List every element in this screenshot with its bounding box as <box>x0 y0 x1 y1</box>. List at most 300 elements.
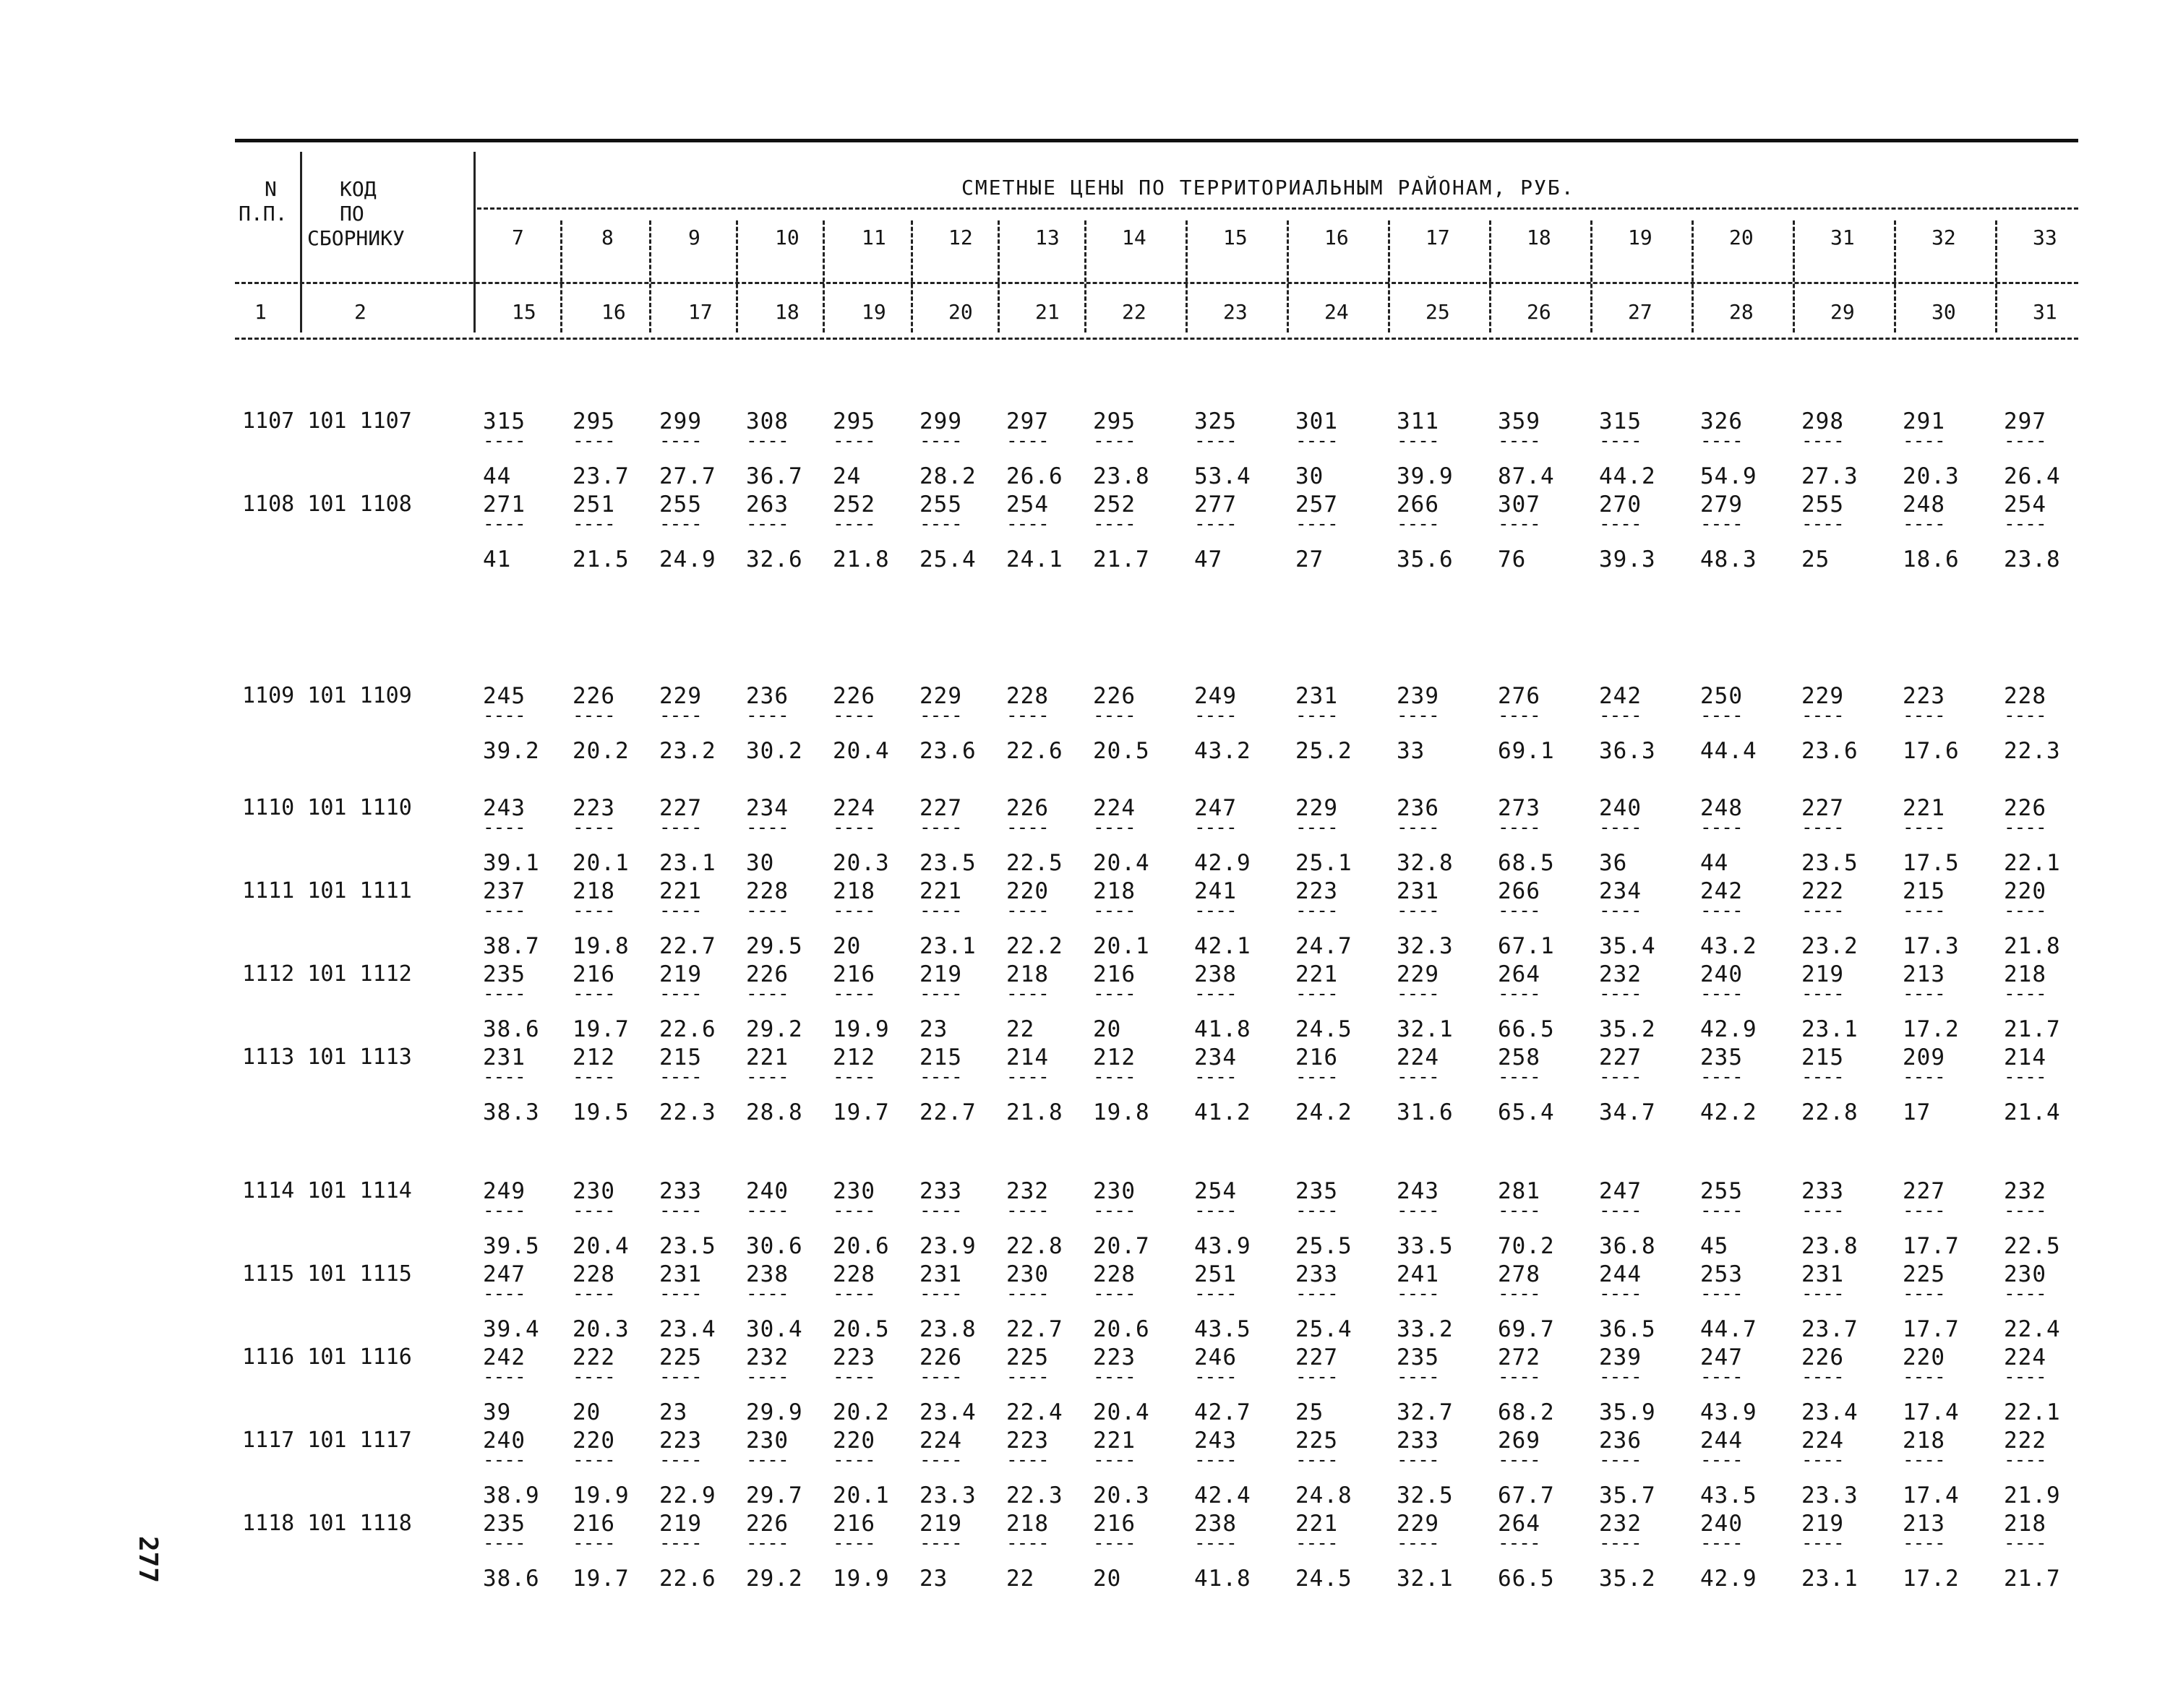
price-total: 228 <box>1006 683 1049 709</box>
price-wage: 22.7 <box>659 933 716 959</box>
price-wage: 23 <box>919 1566 948 1592</box>
region-header-15: 15 <box>1223 226 1248 249</box>
header-bottom-rule <box>235 338 2078 340</box>
price-total: 235 <box>483 1511 526 1537</box>
price-total: 230 <box>746 1428 789 1454</box>
price-total: 326 <box>1700 408 1743 434</box>
price-wage: 20.3 <box>1093 1482 1150 1509</box>
price-wage: 22.6 <box>659 1566 716 1592</box>
price-wage: 19.8 <box>1093 1099 1150 1125</box>
region-header-31: 31 <box>1830 226 1855 249</box>
price-wage: 35.2 <box>1599 1016 1656 1042</box>
price-total: 219 <box>659 961 702 987</box>
fraction-bar: ---- <box>1801 1366 1844 1388</box>
fraction-bar: ---- <box>1801 1449 1844 1471</box>
fraction-bar: ---- <box>1194 1283 1237 1305</box>
price-total: 255 <box>1801 492 1844 518</box>
fraction-bar: ---- <box>2004 1449 2046 1471</box>
price-wage: 24 <box>833 463 862 489</box>
fraction-bar: ---- <box>1295 1066 1338 1088</box>
price-wage: 30 <box>746 850 775 876</box>
fraction-bar: ---- <box>833 1200 875 1222</box>
price-wage: 38.9 <box>483 1482 540 1509</box>
price-total: 230 <box>1006 1261 1049 1287</box>
price-wage: 20.7 <box>1093 1233 1150 1259</box>
price-wage: 44.7 <box>1700 1316 1757 1342</box>
price-wage: 17.6 <box>1903 738 1960 764</box>
fraction-bar: ---- <box>1700 513 1743 535</box>
price-wage: 23.5 <box>659 1233 716 1259</box>
price-total: 229 <box>659 683 702 709</box>
price-wage: 20.3 <box>833 850 890 876</box>
fraction-bar: ---- <box>573 817 615 838</box>
price-wage: 25.4 <box>1295 1316 1352 1342</box>
price-total: 247 <box>1599 1178 1642 1204</box>
region-header-10: 10 <box>775 226 799 249</box>
price-wage: 20.1 <box>1093 933 1150 959</box>
price-wage: 25 <box>1295 1399 1324 1425</box>
price-total: 222 <box>2004 1428 2046 1454</box>
fraction-bar: ---- <box>1801 900 1844 922</box>
price-wage: 53.4 <box>1194 463 1251 489</box>
price-wage: 27.7 <box>659 463 716 489</box>
header-top-rule <box>235 139 2078 142</box>
price-wage: 28.8 <box>746 1099 803 1125</box>
price-wage: 68.2 <box>1498 1399 1555 1425</box>
price-total: 276 <box>1498 683 1540 709</box>
region-index-16: 16 <box>601 300 626 324</box>
fraction-bar: ---- <box>483 1449 526 1471</box>
price-wage: 23.8 <box>1801 1233 1858 1259</box>
price-wage: 65.4 <box>1498 1099 1555 1125</box>
price-total: 239 <box>1599 1344 1642 1370</box>
fraction-bar: ---- <box>483 900 526 922</box>
region-header-18: 18 <box>1527 226 1551 249</box>
price-total: 241 <box>1397 1261 1439 1287</box>
region-header-13: 13 <box>1035 226 1060 249</box>
fraction-bar: ---- <box>1194 1366 1237 1388</box>
fraction-bar: ---- <box>1599 1066 1642 1088</box>
fraction-bar: ---- <box>573 513 615 535</box>
fraction-bar: ---- <box>573 1066 615 1088</box>
price-total: 231 <box>483 1044 526 1070</box>
fraction-bar: ---- <box>1498 900 1540 922</box>
price-wage: 23.4 <box>659 1316 716 1342</box>
fraction-bar: ---- <box>1903 817 1945 838</box>
fraction-bar: ---- <box>919 900 962 922</box>
fraction-bar: ---- <box>1801 1200 1844 1222</box>
price-total: 242 <box>1700 878 1743 904</box>
price-total: 247 <box>483 1261 526 1287</box>
price-total: 221 <box>919 878 962 904</box>
fraction-bar: ---- <box>919 817 962 838</box>
price-total: 295 <box>573 408 615 434</box>
price-wage: 42.9 <box>1700 1566 1757 1592</box>
price-wage: 21.5 <box>573 546 630 572</box>
fraction-bar: ---- <box>1006 513 1049 535</box>
fraction-bar: ---- <box>1006 1200 1049 1222</box>
fraction-bar: ---- <box>919 983 962 1005</box>
region-col-divider <box>1894 220 1896 332</box>
fraction-bar: ---- <box>1599 900 1642 922</box>
price-total: 258 <box>1498 1044 1540 1070</box>
price-total: 233 <box>919 1178 962 1204</box>
region-col-divider <box>736 220 738 332</box>
price-total: 228 <box>573 1261 615 1287</box>
fraction-bar: ---- <box>1295 983 1338 1005</box>
price-wage: 33.2 <box>1397 1316 1454 1342</box>
price-total: 240 <box>1700 1511 1743 1537</box>
region-col-divider <box>1995 220 1997 332</box>
fraction-bar: ---- <box>659 1449 702 1471</box>
price-wage: 21.7 <box>1093 546 1150 572</box>
price-wage: 36.3 <box>1599 738 1656 764</box>
group-title: СМЕТНЫЕ ЦЕНЫ ПО ТЕРРИТОРИАЛЬНЫМ РАЙОНАМ, РУБ. <box>961 176 1575 199</box>
price-wage: 41.8 <box>1194 1016 1251 1042</box>
price-total: 225 <box>1903 1261 1945 1287</box>
price-total: 250 <box>1700 683 1743 709</box>
price-wage: 39.9 <box>1397 463 1454 489</box>
price-wage: 21.8 <box>1006 1099 1063 1125</box>
price-wage: 41.2 <box>1194 1099 1251 1125</box>
fraction-bar: ---- <box>746 513 789 535</box>
fraction-bar: ---- <box>1599 430 1642 452</box>
price-total: 278 <box>1498 1261 1540 1287</box>
fraction-bar: ---- <box>1093 983 1136 1005</box>
price-total: 218 <box>1006 961 1049 987</box>
price-total: 223 <box>1093 1344 1136 1370</box>
fraction-bar: ---- <box>1498 1449 1540 1471</box>
price-total: 249 <box>1194 683 1237 709</box>
fraction-bar: ---- <box>1700 430 1743 452</box>
price-wage: 22.3 <box>2004 738 2061 764</box>
price-total: 264 <box>1498 1511 1540 1537</box>
price-total: 227 <box>1295 1344 1338 1370</box>
price-total: 221 <box>1093 1428 1136 1454</box>
price-total: 236 <box>1599 1428 1642 1454</box>
price-total: 240 <box>483 1428 526 1454</box>
fraction-bar: ---- <box>1599 1449 1642 1471</box>
price-wage: 36 <box>1599 850 1628 876</box>
price-wage: 26.6 <box>1006 463 1063 489</box>
price-total: 269 <box>1498 1428 1540 1454</box>
price-total: 266 <box>1397 492 1439 518</box>
price-wage: 32.6 <box>746 546 803 572</box>
fraction-bar: ---- <box>1599 1200 1642 1222</box>
fraction-bar: ---- <box>483 430 526 452</box>
price-wage: 20.6 <box>833 1233 890 1259</box>
price-total: 251 <box>573 492 615 518</box>
price-total: 229 <box>919 683 962 709</box>
fraction-bar: ---- <box>483 705 526 726</box>
price-total: 226 <box>1801 1344 1844 1370</box>
price-wage: 22.4 <box>1006 1399 1063 1425</box>
price-wage: 27 <box>1295 546 1324 572</box>
price-total: 229 <box>1801 683 1844 709</box>
price-total: 247 <box>1700 1344 1743 1370</box>
fraction-bar: ---- <box>483 1366 526 1388</box>
fraction-bar: ---- <box>1397 900 1439 922</box>
fraction-bar: ---- <box>1093 1283 1136 1305</box>
fraction-bar: ---- <box>1006 900 1049 922</box>
row-code-label: 1112 101 1112 <box>242 961 412 987</box>
price-total: 228 <box>833 1261 875 1287</box>
row-code-label: 1116 101 1116 <box>242 1344 412 1370</box>
fraction-bar: ---- <box>1006 817 1049 838</box>
fraction-bar: ---- <box>1700 900 1743 922</box>
fraction-bar: ---- <box>2004 900 2046 922</box>
price-wage: 54.9 <box>1700 463 1757 489</box>
price-total: 229 <box>1295 795 1338 821</box>
price-wage: 20.1 <box>833 1482 890 1509</box>
region-index-22: 22 <box>1122 300 1146 324</box>
fraction-bar: ---- <box>1093 817 1136 838</box>
price-wage: 17.2 <box>1903 1016 1960 1042</box>
region-col-divider <box>1590 220 1592 332</box>
fraction-bar: ---- <box>1599 983 1642 1005</box>
price-total: 215 <box>659 1044 702 1070</box>
price-total: 297 <box>1006 408 1049 434</box>
price-wage: 21.8 <box>2004 933 2061 959</box>
price-wage: 17.3 <box>1903 933 1960 959</box>
price-wage: 25.4 <box>919 546 977 572</box>
price-wage: 87.4 <box>1498 463 1555 489</box>
price-wage: 20.3 <box>1903 463 1960 489</box>
price-wage: 20.4 <box>1093 850 1150 876</box>
col-code-label-3: СБОРНИКУ <box>307 226 405 250</box>
price-wage: 23.2 <box>659 738 716 764</box>
price-total: 219 <box>919 961 962 987</box>
price-wage: 38.6 <box>483 1566 540 1592</box>
price-wage: 36.5 <box>1599 1316 1656 1342</box>
price-total: 226 <box>746 1511 789 1537</box>
price-total: 235 <box>1700 1044 1743 1070</box>
fraction-bar: ---- <box>833 705 875 726</box>
price-total: 244 <box>1599 1261 1642 1287</box>
price-total: 232 <box>1006 1178 1049 1204</box>
price-total: 226 <box>919 1344 962 1370</box>
region-index-25: 25 <box>1425 300 1450 324</box>
price-total: 277 <box>1194 492 1237 518</box>
price-wage: 30.6 <box>746 1233 803 1259</box>
price-wage: 29.9 <box>746 1399 803 1425</box>
price-total: 242 <box>1599 683 1642 709</box>
fraction-bar: ---- <box>2004 1532 2046 1554</box>
row-code-label: 1113 101 1113 <box>242 1044 412 1070</box>
price-total: 213 <box>1903 961 1945 987</box>
region-header-12: 12 <box>948 226 973 249</box>
price-wage: 32.8 <box>1397 850 1454 876</box>
row-code-label: 1118 101 1118 <box>242 1511 412 1536</box>
price-total: 224 <box>2004 1344 2046 1370</box>
price-total: 216 <box>573 1511 615 1537</box>
fraction-bar: ---- <box>2004 1066 2046 1088</box>
price-total: 251 <box>1194 1261 1237 1287</box>
price-total: 232 <box>1599 1511 1642 1537</box>
price-wage: 42.2 <box>1700 1099 1757 1125</box>
price-wage: 22.2 <box>1006 933 1063 959</box>
price-total: 263 <box>746 492 789 518</box>
price-wage: 39.3 <box>1599 546 1656 572</box>
fraction-bar: ---- <box>1801 817 1844 838</box>
fraction-bar: ---- <box>1700 817 1743 838</box>
price-wage: 23.9 <box>919 1233 977 1259</box>
price-total: 218 <box>1903 1428 1945 1454</box>
price-wage: 25.5 <box>1295 1233 1352 1259</box>
price-wage: 22.5 <box>1006 850 1063 876</box>
fraction-bar: ---- <box>1194 430 1237 452</box>
region-header-16: 16 <box>1324 226 1349 249</box>
price-total: 216 <box>1093 1511 1136 1537</box>
price-wage: 32.5 <box>1397 1482 1454 1509</box>
price-wage: 23.8 <box>1093 463 1150 489</box>
price-total: 230 <box>2004 1261 2046 1287</box>
price-wage: 23.8 <box>2004 546 2061 572</box>
price-wage: 33 <box>1397 738 1425 764</box>
price-total: 218 <box>2004 961 2046 987</box>
region-col-divider <box>1692 220 1694 332</box>
price-total: 218 <box>2004 1511 2046 1537</box>
price-wage: 19.9 <box>833 1016 890 1042</box>
price-wage: 47 <box>1194 546 1223 572</box>
fraction-bar: ---- <box>919 430 962 452</box>
price-wage: 23.6 <box>1801 738 1858 764</box>
fraction-bar: ---- <box>1397 817 1439 838</box>
page-number: 277 <box>133 1536 163 1584</box>
price-total: 232 <box>2004 1178 2046 1204</box>
price-total: 212 <box>573 1044 615 1070</box>
price-wage: 26.4 <box>2004 463 2061 489</box>
fraction-bar: ---- <box>1397 1283 1439 1305</box>
price-wage: 24.9 <box>659 546 716 572</box>
fraction-bar: ---- <box>1801 1532 1844 1554</box>
region-col-divider <box>649 220 651 332</box>
price-total: 224 <box>1397 1044 1439 1070</box>
price-wage: 23.7 <box>573 463 630 489</box>
price-total: 247 <box>1194 795 1237 821</box>
fraction-bar: ---- <box>659 1066 702 1088</box>
region-col-divider <box>1287 220 1289 332</box>
region-index-18: 18 <box>775 300 799 324</box>
price-total: 235 <box>483 961 526 987</box>
price-total: 216 <box>1295 1044 1338 1070</box>
price-wage: 20 <box>1093 1016 1122 1042</box>
price-total: 308 <box>746 408 789 434</box>
fraction-bar: ---- <box>1498 817 1540 838</box>
fraction-bar: ---- <box>1498 1066 1540 1088</box>
price-wage: 22.1 <box>2004 850 2061 876</box>
price-wage: 70.2 <box>1498 1233 1555 1259</box>
fraction-bar: ---- <box>1295 1532 1338 1554</box>
price-wage: 19.7 <box>573 1566 630 1592</box>
price-wage: 30 <box>1295 463 1324 489</box>
price-wage: 44.2 <box>1599 463 1656 489</box>
price-total: 219 <box>919 1511 962 1537</box>
price-total: 254 <box>1194 1178 1237 1204</box>
price-total: 219 <box>1801 1511 1844 1537</box>
price-total: 214 <box>1006 1044 1049 1070</box>
price-wage: 23.1 <box>919 933 977 959</box>
fraction-bar: ---- <box>1397 513 1439 535</box>
price-total: 228 <box>2004 683 2046 709</box>
price-wage: 23.5 <box>919 850 977 876</box>
fraction-bar: ---- <box>573 1283 615 1305</box>
price-wage: 19.7 <box>573 1016 630 1042</box>
fraction-bar: ---- <box>1903 1366 1945 1388</box>
fraction-bar: ---- <box>833 513 875 535</box>
fraction-bar: ---- <box>1599 513 1642 535</box>
price-total: 221 <box>1903 795 1945 821</box>
fraction-bar: ---- <box>573 983 615 1005</box>
price-wage: 19.8 <box>573 933 630 959</box>
price-wage: 38.6 <box>483 1016 540 1042</box>
price-total: 223 <box>1903 683 1945 709</box>
price-total: 237 <box>483 878 526 904</box>
price-total: 243 <box>1194 1428 1237 1454</box>
region-header-17: 17 <box>1425 226 1450 249</box>
fraction-bar: ---- <box>1194 817 1237 838</box>
fraction-bar: ---- <box>1093 1200 1136 1222</box>
price-wage: 23.4 <box>919 1399 977 1425</box>
fraction-bar: ---- <box>919 1532 962 1554</box>
price-wage: 30.4 <box>746 1316 803 1342</box>
price-total: 242 <box>483 1344 526 1370</box>
price-wage: 20 <box>1093 1566 1122 1592</box>
region-col-divider <box>1084 220 1086 332</box>
fraction-bar: ---- <box>573 1449 615 1471</box>
price-wage: 22.6 <box>1006 738 1063 764</box>
fraction-bar: ---- <box>2004 817 2046 838</box>
price-total: 252 <box>833 492 875 518</box>
price-total: 233 <box>1801 1178 1844 1204</box>
price-total: 239 <box>1397 683 1439 709</box>
price-total: 221 <box>1295 1511 1338 1537</box>
region-header-14: 14 <box>1122 226 1146 249</box>
fraction-bar: ---- <box>746 1200 789 1222</box>
price-total: 249 <box>483 1178 526 1204</box>
fraction-bar: ---- <box>833 1283 875 1305</box>
price-total: 230 <box>573 1178 615 1204</box>
price-total: 226 <box>1093 683 1136 709</box>
fraction-bar: ---- <box>833 900 875 922</box>
price-wage: 21.8 <box>833 546 890 572</box>
price-wage: 18.6 <box>1903 546 1960 572</box>
price-total: 218 <box>833 878 875 904</box>
price-wage: 34.7 <box>1599 1099 1656 1125</box>
fraction-bar: ---- <box>1700 1366 1743 1388</box>
fraction-bar: ---- <box>746 983 789 1005</box>
price-wage: 36.7 <box>746 463 803 489</box>
price-total: 235 <box>1295 1178 1338 1204</box>
price-wage: 32.3 <box>1397 933 1454 959</box>
price-wage: 20.4 <box>573 1233 630 1259</box>
price-total: 227 <box>659 795 702 821</box>
fraction-bar: ---- <box>1700 1449 1743 1471</box>
fraction-bar: ---- <box>833 817 875 838</box>
fraction-bar: ---- <box>1397 1366 1439 1388</box>
fraction-bar: ---- <box>1498 1283 1540 1305</box>
price-wage: 67.1 <box>1498 933 1555 959</box>
fraction-bar: ---- <box>919 705 962 726</box>
fraction-bar: ---- <box>1599 1283 1642 1305</box>
fraction-bar: ---- <box>1801 705 1844 726</box>
fraction-bar: ---- <box>2004 1283 2046 1305</box>
price-total: 234 <box>1194 1044 1237 1070</box>
fraction-bar: ---- <box>1700 1532 1743 1554</box>
price-wage: 23.1 <box>1801 1016 1858 1042</box>
fraction-bar: ---- <box>1397 430 1439 452</box>
price-wage: 42.4 <box>1194 1482 1251 1509</box>
